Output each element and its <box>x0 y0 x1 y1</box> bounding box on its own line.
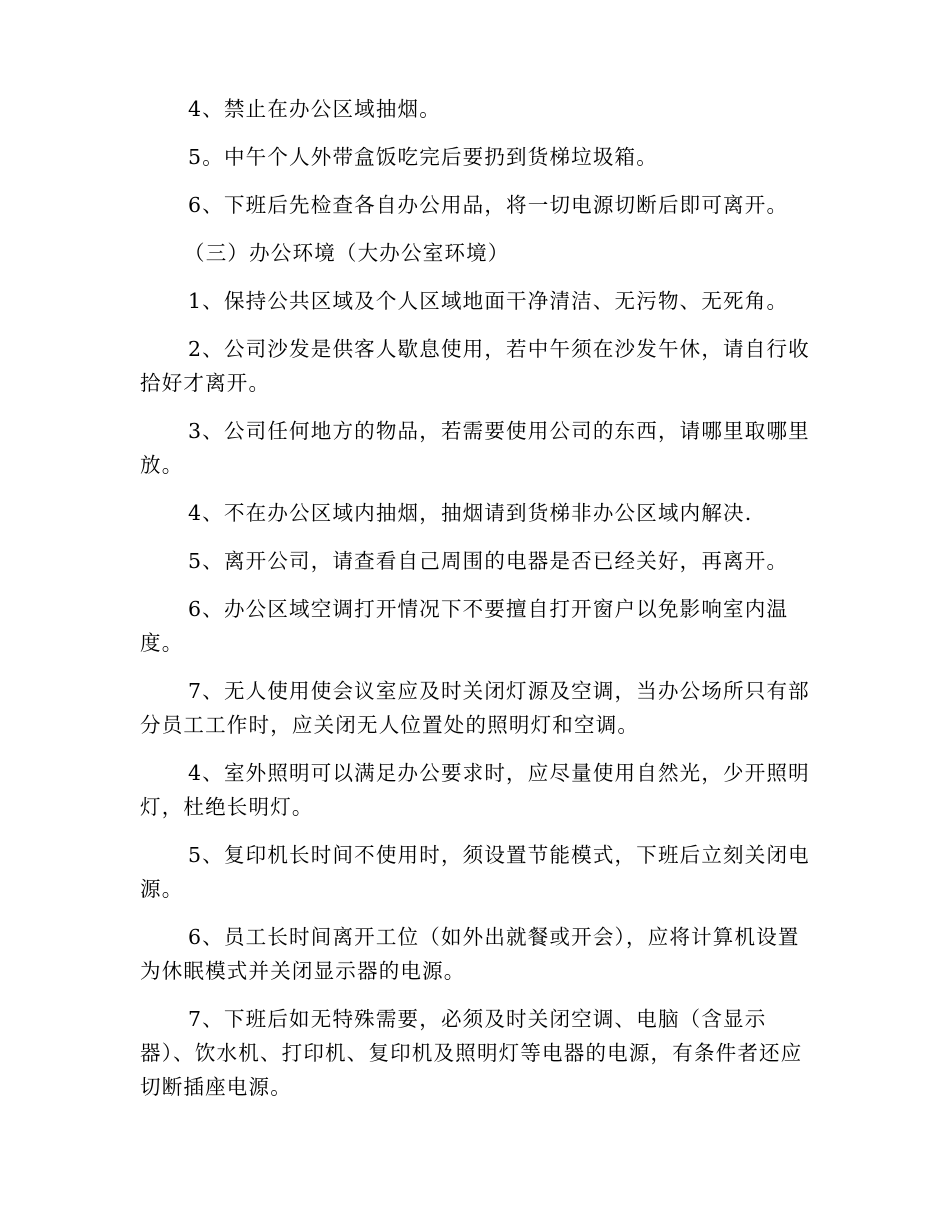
section-heading-office-environment: （三）办公环境（大办公室环境） <box>184 241 510 265</box>
paragraph-env-6-air-conditioning: 6、办公区域空调打开情况下不要擅自打开窗户以免影响室内温度。 <box>140 597 789 655</box>
paragraph-env-5-appliances: 5、离开公司，请查看自己周围的电器是否已经关好，再离开。 <box>188 549 789 573</box>
paragraph-energy-7-after-work: 7、下班后如无特殊需要，必须及时关闭空调、电脑（含显示器）、饮水机、打印机、复印机及照明灯等电器的电源，有条件者还应切断插座电源。 <box>140 1007 803 1099</box>
paragraph-env-4-smoking: 4、不在办公区域内抽烟，抽烟请到货梯非办公区域内解决. <box>188 501 753 525</box>
paragraph-rule-4-no-smoking: 4、禁止在办公区域抽烟。 <box>188 97 441 121</box>
paragraph-energy-5-copier: 5、复印机长时间不使用时，须设置节能模式，下班后立刻关闭电源。 <box>140 843 810 901</box>
paragraph-energy-4-natural-light: 4、室外照明可以满足办公要求时，应尽量使用自然光，少开照明灯，杜绝长明灯。 <box>140 761 810 819</box>
paragraph-rule-5-lunch-waste: 5。中午个人外带盒饭吃完后要扔到货梯垃圾箱。 <box>188 145 658 169</box>
paragraph-energy-6-computer-sleep: 6、员工长时间离开工位（如外出就餐或开会），应将计算机设置为休眠模式并关闭显示器的电源。 <box>140 925 800 983</box>
paragraph-env-2-sofa: 2、公司沙发是供客人歇息使用，若中午须在沙发午休，请自行收拾好才离开。 <box>140 337 810 395</box>
paragraph-env-7-meeting-room: 7、无人使用使会议室应及时关闭灯源及空调，当办公场所只有部分员工工作时，应关闭无人位置处的照明灯和空调。 <box>140 679 810 737</box>
document-body <box>140 92 812 1118</box>
paragraph-env-3-items: 3、公司任何地方的物品，若需要使用公司的东西，请哪里取哪里放。 <box>140 419 810 477</box>
paragraph-rule-6-power-off: 6、下班后先检查各自办公用品，将一切电源切断后即可离开。 <box>188 193 789 217</box>
paragraph-env-1-clean-floor: 1、保持公共区域及个人区域地面干净清洁、无污物、无死角。 <box>188 289 789 313</box>
